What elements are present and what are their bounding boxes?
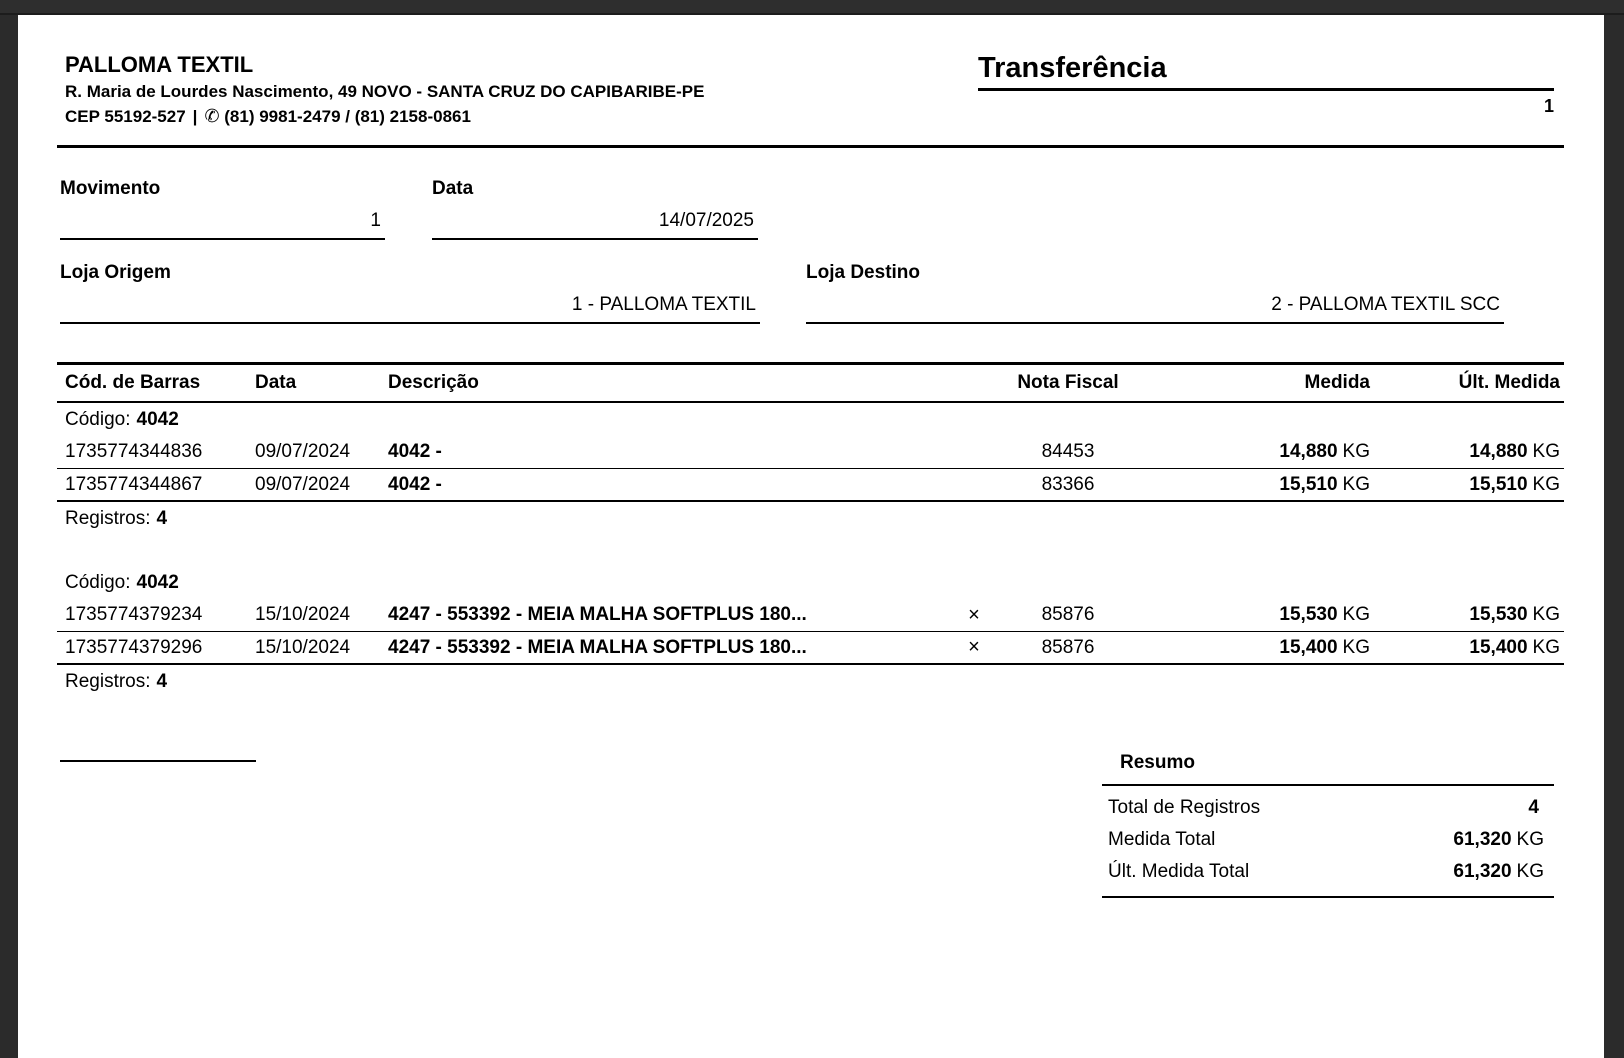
cell-description: 4247 - 553392 - MEIA MALHA SOFTPLUS 180... xyxy=(388,636,807,658)
resumo-value: 61,320 KG xyxy=(1453,829,1544,850)
cell-medida: 14,880 KG xyxy=(1279,441,1370,462)
registros-label: Registros: xyxy=(65,670,151,692)
codigo-value: 4042 xyxy=(136,571,179,593)
table-row xyxy=(57,436,1564,469)
table-header-row xyxy=(57,362,1564,403)
registros-label: Registros: xyxy=(65,507,151,529)
phone-icon: ✆ xyxy=(204,106,220,126)
cell-nota-fiscal: 85876 xyxy=(1041,636,1095,658)
company-cep: CEP 55192-527 xyxy=(65,107,186,126)
codigo-value: 4042 xyxy=(136,408,179,430)
registros-row xyxy=(57,502,1564,535)
group-codigo-row xyxy=(57,566,1564,599)
table-row xyxy=(57,599,1564,632)
title-block xyxy=(978,50,1554,117)
field-loja-destino-label: Loja Destino xyxy=(806,262,921,283)
field-movimento-value: 1 xyxy=(60,202,385,240)
registros-row xyxy=(57,665,1564,698)
company-phones: (81) 9981-2479 / (81) 2158-0861 xyxy=(224,107,471,126)
cell-marker: × xyxy=(968,636,980,658)
resumo-value: 61,320 KG xyxy=(1453,861,1544,882)
company-block xyxy=(65,50,704,129)
cell-medida: 15,510 KG xyxy=(1279,473,1370,495)
cell-marker: × xyxy=(968,603,980,626)
field-data xyxy=(432,176,758,240)
cell-nota-fiscal: 85876 xyxy=(1041,604,1095,625)
column-header-ult-medida: Últ. Medida xyxy=(1458,372,1560,393)
table-row xyxy=(57,632,1564,665)
cell-barcode: 1735774344867 xyxy=(65,473,203,495)
column-header-barcode: Cód. de Barras xyxy=(65,372,201,393)
cell-description: 4042 - xyxy=(388,441,442,462)
column-header-medida: Medida xyxy=(1304,372,1370,393)
column-header-date: Data xyxy=(255,372,297,393)
cell-barcode: 1735774344836 xyxy=(65,441,203,462)
cell-description: 4247 - 553392 - MEIA MALHA SOFTPLUS 180... xyxy=(388,604,807,625)
cell-ult-medida: 14,880 KG xyxy=(1469,441,1560,462)
cell-nota-fiscal: 84453 xyxy=(1041,441,1095,462)
registros-value: 4 xyxy=(156,507,168,529)
viewer-top-bar xyxy=(0,0,1624,15)
company-name: PALLOMA TEXTIL xyxy=(65,52,254,77)
field-loja-origem xyxy=(60,260,760,324)
signature-line xyxy=(60,760,256,762)
cell-ult-medida: 15,510 KG xyxy=(1469,473,1560,495)
cell-barcode: 1735774379296 xyxy=(65,636,203,658)
field-movimento-label: Movimento xyxy=(60,178,161,199)
table-row xyxy=(57,469,1564,502)
page-number: 1 xyxy=(1543,96,1554,116)
cell-date: 15/10/2024 xyxy=(255,636,351,658)
company-address: R. Maria de Lourdes Nascimento, 49 NOVO - SANTA CRUZ DO CAPIBARIBE-PE xyxy=(65,82,705,101)
cell-date: 15/10/2024 xyxy=(255,604,351,625)
cell-barcode: 1735774379234 xyxy=(65,604,203,625)
header-divider xyxy=(57,145,1564,148)
field-loja-destino-value: 2 - PALLOMA TEXTIL SCC xyxy=(806,286,1504,324)
report-title: Transferência xyxy=(978,50,1554,91)
resumo-body xyxy=(1102,784,1554,898)
document-page xyxy=(18,15,1604,1058)
resumo-row-medida-total xyxy=(1108,824,1544,856)
cell-ult-medida: 15,400 KG xyxy=(1469,636,1560,658)
field-data-label: Data xyxy=(432,178,474,199)
company-contact-line xyxy=(65,104,704,129)
form-area xyxy=(60,176,1554,324)
field-loja-origem-value: 1 - PALLOMA TEXTIL xyxy=(60,286,760,324)
field-loja-destino xyxy=(806,260,1504,324)
field-loja-origem-label: Loja Origem xyxy=(60,262,171,283)
cell-medida: 15,400 KG xyxy=(1279,636,1370,658)
group-codigo-row xyxy=(57,403,1564,436)
codigo-label: Código: xyxy=(65,571,131,593)
document-header xyxy=(65,50,1554,129)
cell-nota-fiscal: 83366 xyxy=(1041,473,1095,495)
field-movimento xyxy=(60,176,385,240)
resumo-row-total-registros xyxy=(1108,792,1544,824)
resumo-value: 4 xyxy=(1528,797,1539,818)
field-data-value: 14/07/2025 xyxy=(432,202,758,240)
resumo-label: Total de Registros xyxy=(1108,797,1261,818)
cell-date: 09/07/2024 xyxy=(255,441,351,462)
bottom-area xyxy=(65,750,1554,898)
cell-medida: 15,530 KG xyxy=(1279,604,1370,625)
separator: | xyxy=(192,107,198,126)
column-header-nota-fiscal: Nota Fiscal xyxy=(1017,372,1119,393)
resumo-box xyxy=(1102,750,1554,898)
transfer-table xyxy=(57,362,1564,698)
cell-ult-medida: 15,530 KG xyxy=(1469,604,1560,625)
column-header-description: Descrição xyxy=(388,372,479,393)
cell-description: 4042 - xyxy=(388,473,442,495)
resumo-title: Resumo xyxy=(1120,752,1195,773)
resumo-label: Medida Total xyxy=(1108,829,1216,850)
cell-date: 09/07/2024 xyxy=(255,473,351,495)
resumo-label: Últ. Medida Total xyxy=(1108,861,1250,882)
resumo-row-ult-medida-total xyxy=(1108,856,1544,888)
registros-value: 4 xyxy=(156,670,168,692)
codigo-label: Código: xyxy=(65,408,131,430)
